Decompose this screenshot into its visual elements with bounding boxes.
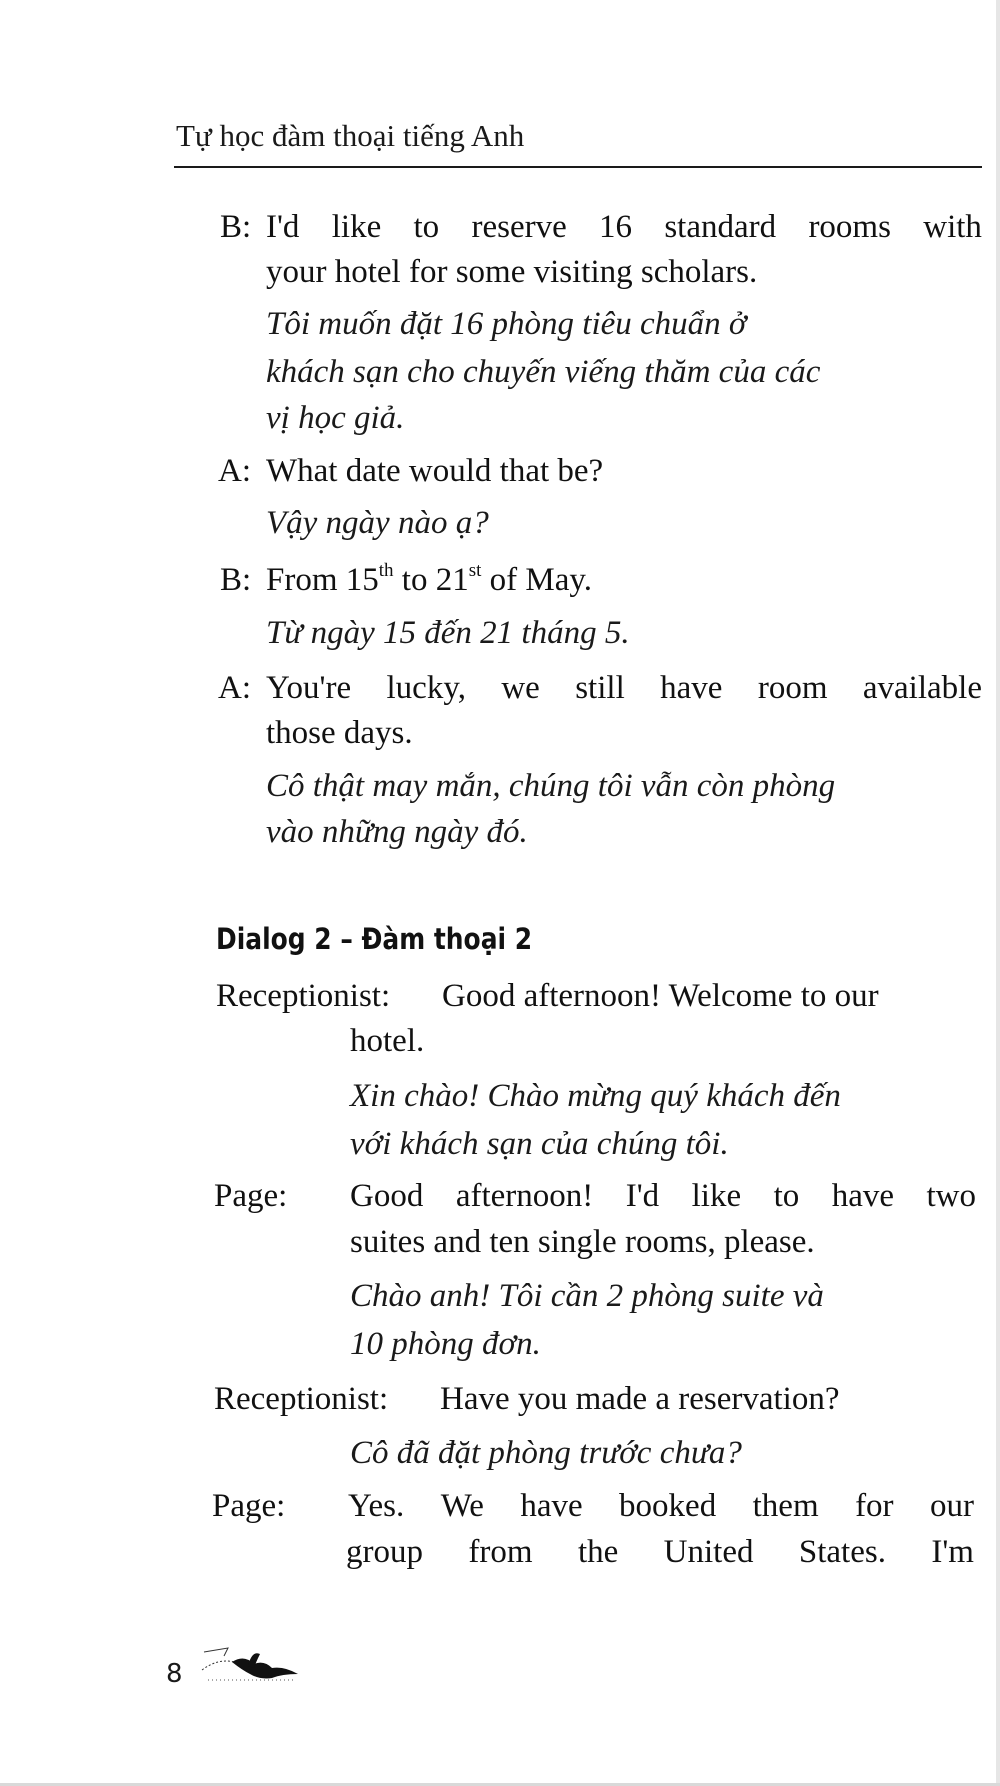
translation-text: Chào anh! Tôi cần 2 phòng suite và xyxy=(350,1278,824,1314)
word: I'd xyxy=(266,209,300,245)
speaker-label: A: xyxy=(218,453,251,489)
translation-text: 10 phòng đơn. xyxy=(350,1326,541,1362)
translation-text: với khách sạn của chúng tôi. xyxy=(350,1126,729,1162)
dialogue-text xyxy=(346,1536,974,1569)
speaker-label: B: xyxy=(220,209,252,245)
dialogue-text xyxy=(266,672,982,705)
word: We xyxy=(440,1488,484,1524)
speaker-label: Receptionist: xyxy=(214,1381,389,1417)
word: have xyxy=(831,1178,895,1214)
dialogue-text: Have you made a reservation? xyxy=(440,1381,840,1417)
dialogue-text: hotel. xyxy=(350,1023,425,1059)
word: standard xyxy=(664,209,777,245)
dialogue-text: suites and ten single rooms, please. xyxy=(350,1224,815,1260)
speaker-label: Page: xyxy=(212,1488,286,1524)
word: rooms xyxy=(808,209,891,245)
word: room xyxy=(757,670,828,706)
dialogue-text xyxy=(350,1180,976,1213)
translation-text: vị học giả. xyxy=(266,400,405,436)
word: still xyxy=(575,670,625,706)
bird-ornament-icon xyxy=(198,1640,318,1684)
word: You're xyxy=(266,670,352,706)
translation-text: Cô thật may mắn, chúng tôi vẫn còn phòng xyxy=(266,768,836,804)
word: States. xyxy=(798,1534,886,1570)
word: from xyxy=(468,1534,533,1570)
page-number: 8 xyxy=(166,1659,183,1689)
translation-text: khách sạn cho chuyến viếng thăm của các xyxy=(266,354,821,390)
translation-text: Từ ngày 15 đến 21 tháng 5. xyxy=(266,615,630,651)
word: two xyxy=(926,1178,976,1214)
word: the xyxy=(577,1534,619,1570)
dialogue-text: those days. xyxy=(266,715,413,751)
word: afternoon! xyxy=(455,1178,594,1214)
word: group xyxy=(346,1534,423,1570)
dialogue-text xyxy=(348,1490,974,1523)
word: have xyxy=(520,1488,583,1524)
speaker-label: Receptionist: xyxy=(216,978,391,1014)
dialogue-text: What date would that be? xyxy=(266,453,604,489)
word: available xyxy=(862,670,982,706)
word: to xyxy=(773,1178,800,1214)
word: I'd xyxy=(625,1178,660,1214)
word: to xyxy=(413,209,440,245)
header-rule xyxy=(174,166,982,168)
word: with xyxy=(923,209,982,245)
word: booked xyxy=(619,1488,717,1524)
section-heading: Dialog 2 – Đàm thoại 2 xyxy=(216,922,533,956)
speaker-label: A: xyxy=(218,670,251,706)
translation-text: vào những ngày đó. xyxy=(266,814,528,850)
speaker-label: Page: xyxy=(214,1178,288,1214)
word: Yes. xyxy=(348,1488,405,1524)
running-head: Tự học đàm thoại tiếng Anh xyxy=(176,118,525,153)
translation-text: Cô đã đặt phòng trước chưa? xyxy=(350,1435,742,1471)
translation-text: Xin chào! Chào mừng quý khách đến xyxy=(350,1078,841,1114)
speaker-label: B: xyxy=(220,562,252,598)
word: them xyxy=(752,1488,819,1524)
dialogue-text: your hotel for some visiting scholars. xyxy=(266,254,758,290)
word: Good xyxy=(350,1178,424,1214)
word: have xyxy=(660,670,723,706)
word: for xyxy=(855,1488,894,1524)
word: I'm xyxy=(931,1534,974,1570)
word: United xyxy=(663,1534,754,1570)
translation-text: Tôi muốn đặt 16 phòng tiêu chuẩn ở xyxy=(266,306,747,342)
word: like xyxy=(331,209,382,245)
word: 16 xyxy=(599,209,633,245)
word: our xyxy=(929,1488,974,1524)
word: we xyxy=(501,670,540,706)
dialogue-text: From 15th to 21st of May. xyxy=(266,560,592,598)
page-edge xyxy=(996,0,1000,1786)
dialogue-text xyxy=(266,211,982,244)
word: reserve xyxy=(471,209,567,245)
dialogue-text: Good afternoon! Welcome to our xyxy=(442,978,879,1014)
word: like xyxy=(691,1178,742,1214)
translation-text: Vậy ngày nào ạ? xyxy=(266,505,489,541)
word: lucky, xyxy=(386,670,466,706)
